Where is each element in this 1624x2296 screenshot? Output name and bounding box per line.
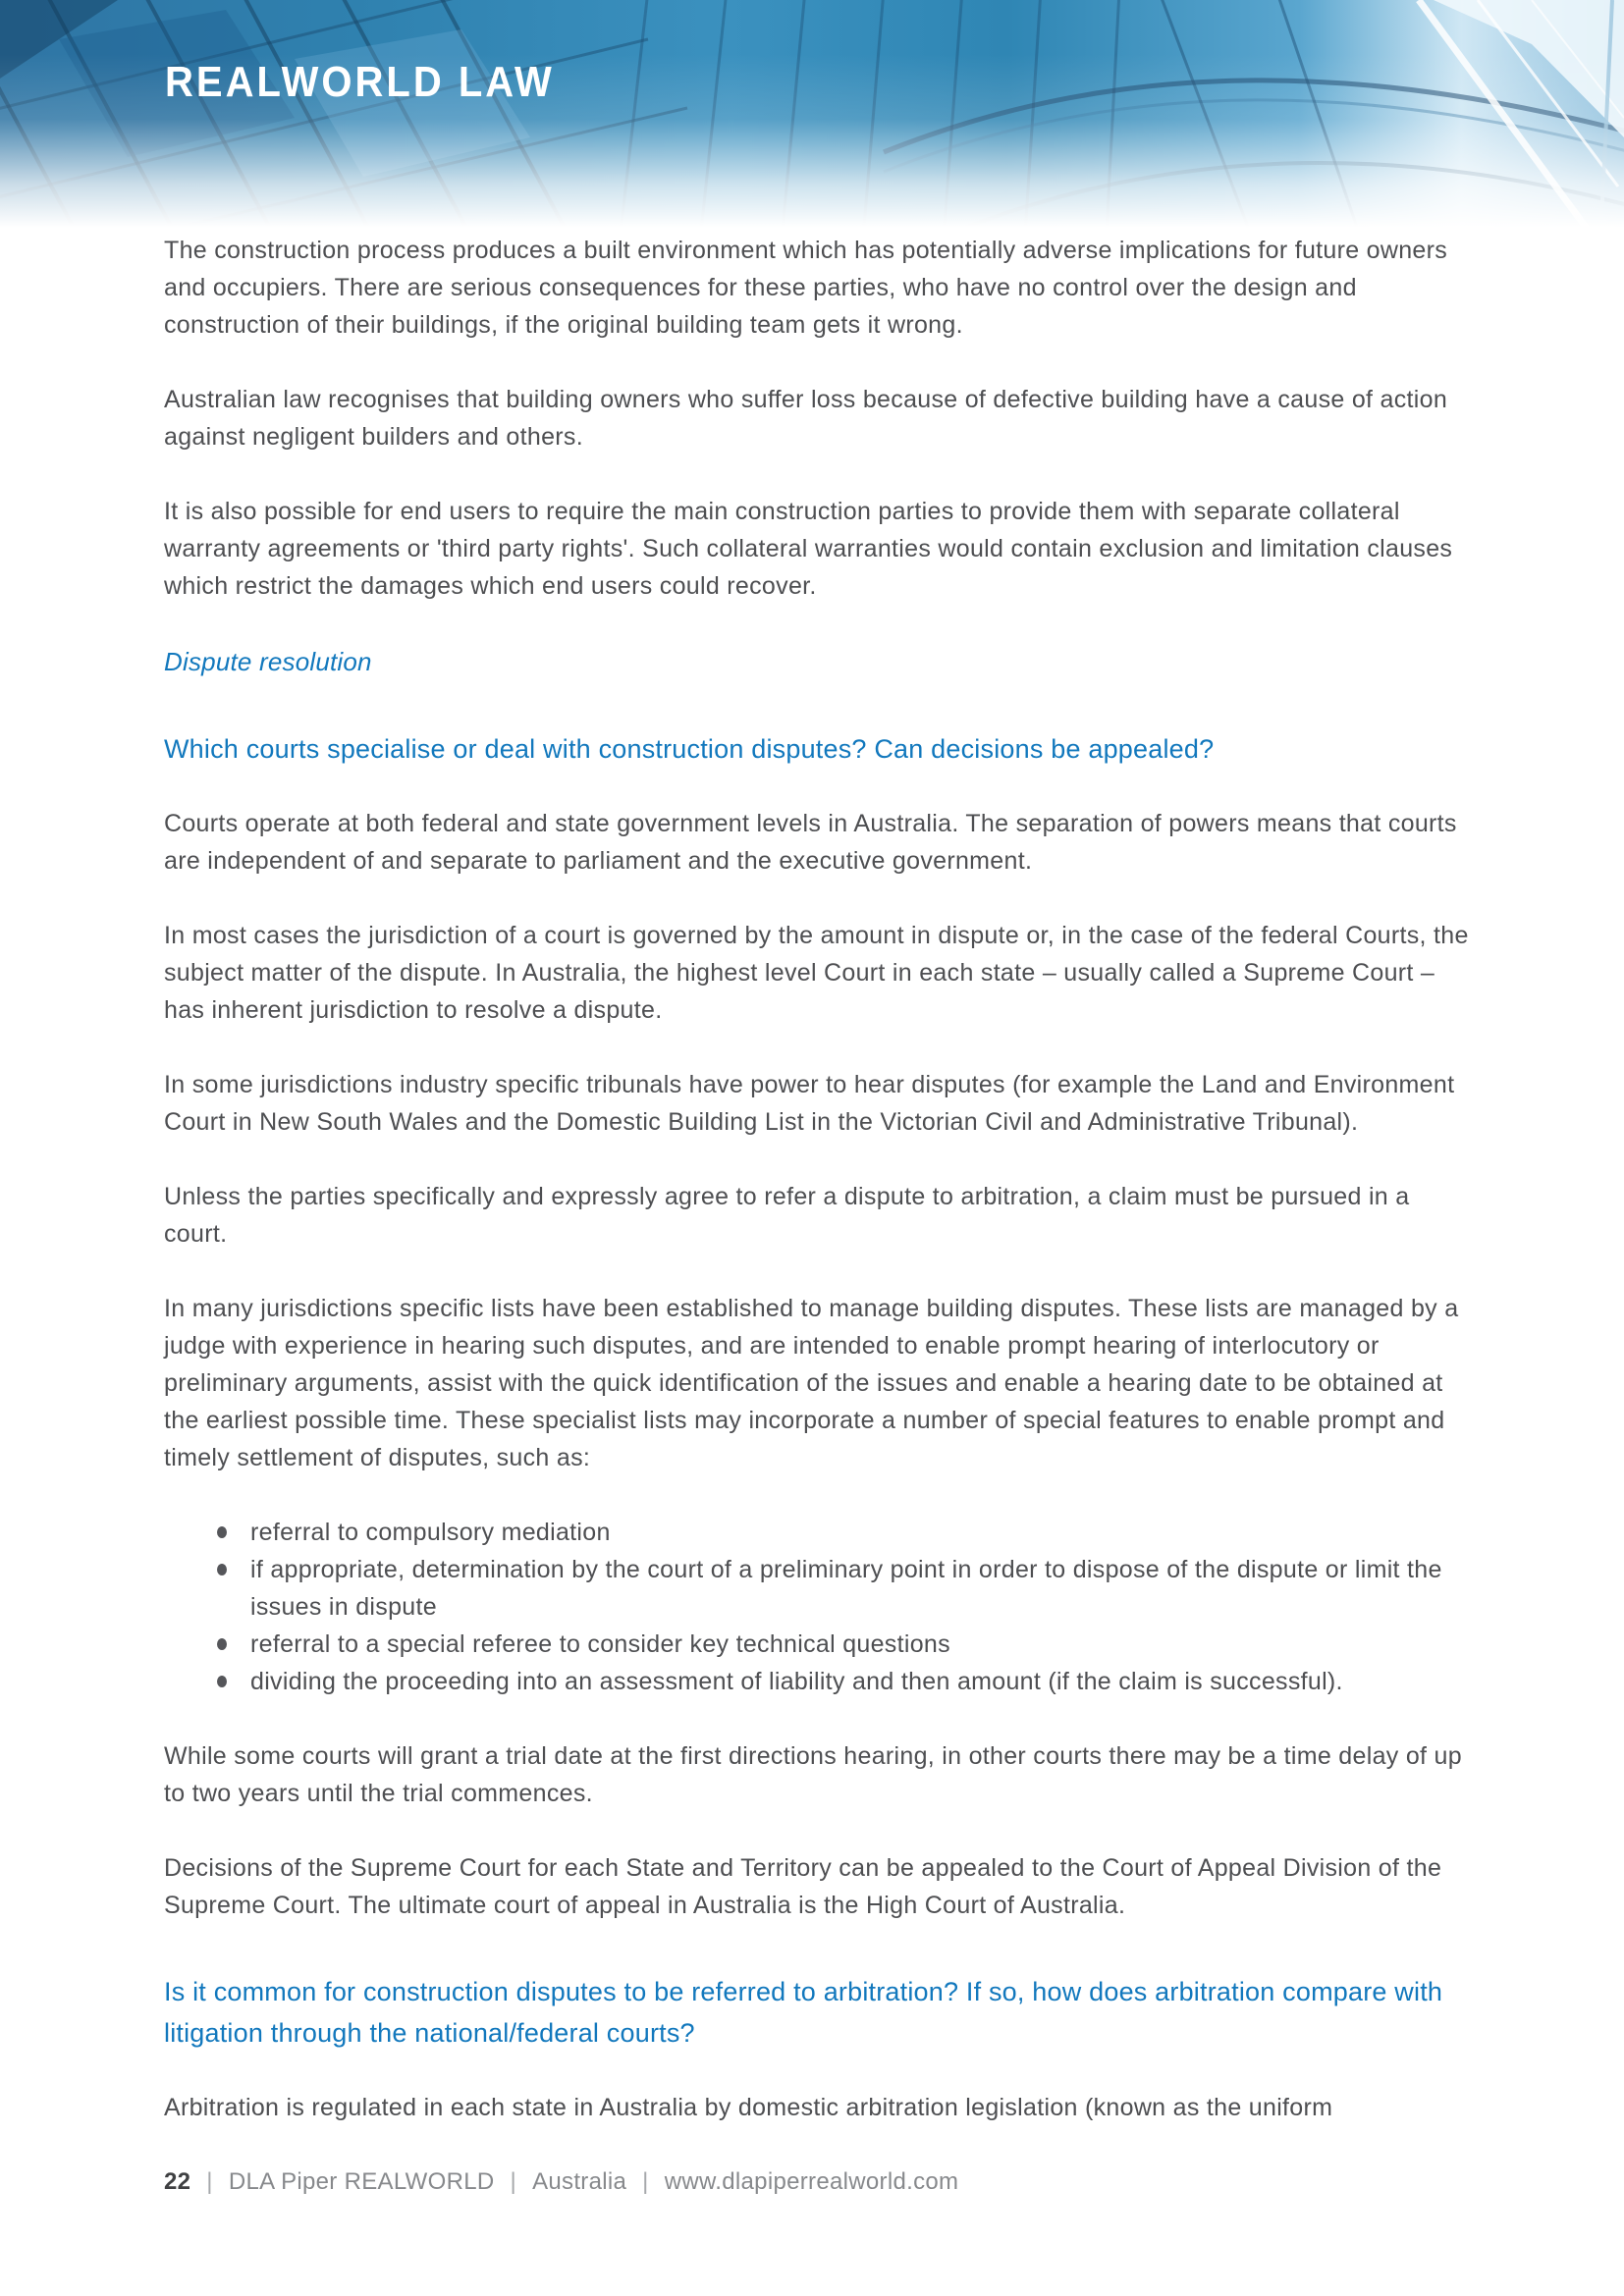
footer-separator: | — [510, 2168, 517, 2195]
list-item — [250, 1663, 1480, 1700]
body-paragraph: In many jurisdictions specific lists have been established to manage building disputes. These lists are managed by a judge with experience in hearing such disputes, and are intended to enable prompt hearing of interlocutory or preliminary arguments, assist with the quick identification of the issues and enable a hearing date to be obtained at the earliest possible time. These specialist lists may incorporate a number of special features to enable prompt and timely settlement of disputes, such as: — [164, 1295, 1459, 1471]
footer-country: Australia — [532, 2168, 627, 2195]
list-item — [250, 1551, 1480, 1626]
intro-paragraph: It is also possible for end users to require the main construction parties to provide them with separate collateral warranty agreements or 'third party rights'. Such collateral warranties would contain exclusion and limitation clauses which restrict the damages which end users could recover. — [164, 498, 1453, 600]
bullet-icon — [217, 1526, 227, 1538]
document-body — [164, 226, 1480, 2163]
list-item — [250, 1514, 1480, 1551]
list-item-text: referral to a special referee to consider key technical questions — [250, 1630, 950, 1658]
glass-building-image — [0, 0, 1624, 240]
body-paragraph: In some jurisdictions industry specific tribunals have power to hear disputes (for example the Land and Environment Court in New South Wales and the Domestic Building List in the Victorian Civil and Administrative Tribunal). — [164, 1071, 1455, 1136]
bullet-icon — [217, 1676, 227, 1687]
body-paragraph: While some courts will grant a trial date at the first directions hearing, in other courts there may be a time delay of up to two years until the trial commences. — [164, 1742, 1462, 1807]
list-item — [250, 1626, 1480, 1663]
body-paragraph: Arbitration is regulated in each state in Australia by domestic arbitration legislation (known as the uniform — [164, 2094, 1333, 2121]
footer-brand: DLA Piper REALWORLD — [228, 2168, 495, 2195]
intro-paragraph: Australian law recognises that building owners who suffer loss because of defective building have a cause of action against negligent builders and others. — [164, 386, 1448, 451]
footer-separator: | — [206, 2168, 213, 2195]
body-paragraph: Courts operate at both federal and state government levels in Australia. The separation of powers means that courts are independent of and separate to parliament and the executive government. — [164, 810, 1457, 875]
section-heading-dispute-resolution: Dispute resolution — [164, 647, 372, 676]
list-item-text: referral to compulsory mediation — [250, 1519, 611, 1546]
page-title: REALWORLD LAW — [165, 59, 555, 106]
page-number: 22 — [164, 2168, 191, 2195]
body-paragraph: In most cases the jurisdiction of a court is governed by the amount in dispute or, in the case of the federal Courts, the subject matter of the dispute. In Australia, the highest level Court in each state – usually called a Supreme Court – has inherent jurisdiction to resolve a dispute. — [164, 922, 1469, 1024]
bullet-icon — [217, 1564, 227, 1575]
body-paragraph: Unless the parties specifically and expressly agree to refer a dispute to arbitration, a claim must be pursued in a court. — [164, 1183, 1410, 1248]
list-item-text: if appropriate, determination by the court of a preliminary point in order to dispose of the dispute or limit the issues in dispute — [250, 1556, 1442, 1621]
question-heading-courts: Which courts specialise or deal with construction disputes? Can decisions be appealed? — [164, 734, 1215, 764]
header-banner — [0, 0, 1624, 240]
bullet-icon — [217, 1638, 227, 1650]
body-paragraph: Decisions of the Supreme Court for each State and Territory can be appealed to the Court of Appeal Division of the Supreme Court. The ultimate court of appeal in Australia is the High Court of Australia. — [164, 1854, 1442, 1919]
footer-url[interactable]: www.dlapiperrealworld.com — [664, 2168, 959, 2195]
footer-separator: | — [642, 2168, 649, 2195]
intro-paragraph: The construction process produces a built environment which has potentially adverse implications for future owners and occupiers. There are serious consequences for these parties, who have no control over the design and construction of their buildings, if the original building team gets it wrong. — [164, 237, 1448, 339]
question-heading-arbitration: Is it common for construction disputes to be referred to arbitration? If so, how does arbitration compare with litigation through the national/federal courts? — [164, 1977, 1443, 2048]
page-footer — [164, 2165, 958, 2199]
list-item-text: dividing the proceeding into an assessment of liability and then amount (if the claim is successful). — [250, 1668, 1343, 1695]
bullet-list — [164, 1514, 1480, 1700]
